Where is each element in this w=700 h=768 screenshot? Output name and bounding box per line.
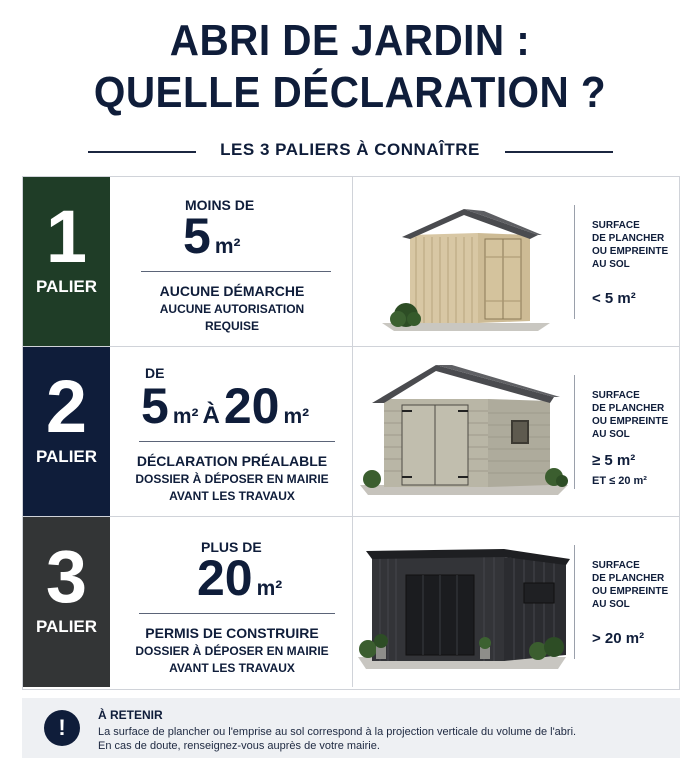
page-title-line1: ABRI DE JARDIN :: [169, 16, 531, 65]
threshold-prefix: MOINS DE: [185, 197, 255, 213]
palier-number: 3: [45, 535, 88, 618]
threshold-unit: m²: [172, 405, 199, 428]
surface-value: ≥ 5 m²: [592, 452, 636, 469]
note-line-2: En cas de doute, renseignez-vous auprès de votre mairie.: [98, 740, 380, 752]
palier-label: PALIER: [35, 277, 98, 296]
note-line-1: La surface de plancher ou l'emprise au sol correspond à la projection verticale du volume de l'abri.: [98, 726, 577, 738]
threshold-value: [197, 549, 282, 607]
surface-column-1: [574, 177, 679, 346]
side-divider: [574, 375, 575, 489]
shed-image-small: [354, 177, 574, 346]
palier-badge-2: [23, 347, 110, 516]
surface-label: [592, 559, 677, 611]
surface-value-2: [592, 469, 647, 491]
threshold-number: 20: [197, 550, 253, 606]
surface-value: > 20 m²: [592, 630, 645, 647]
info-divider: [139, 441, 335, 442]
surface-column-2: [574, 347, 679, 516]
palier-row-2: [23, 347, 679, 517]
procedure-desc-2: AVANT LES TRAVAUX: [169, 661, 295, 675]
threshold-range: [141, 377, 309, 435]
surface-label-line: DE PLANCHER: [592, 233, 665, 244]
info-divider: [139, 613, 335, 614]
procedure-desc-2: REQUISE: [204, 319, 259, 333]
threshold-value: [183, 207, 240, 265]
surface-label-line: AU SOL: [592, 259, 630, 270]
threshold-number: 5: [141, 378, 169, 434]
surface-label-line: SURFACE: [592, 390, 640, 401]
surface-label-line: OU EMPREINTE: [592, 586, 669, 597]
surface-label-line: SURFACE: [592, 560, 640, 571]
page-title-line2: QUELLE DÉCLARATION ?: [93, 68, 607, 117]
procedure-heading: AUCUNE DÉMARCHE: [159, 283, 305, 299]
threshold-unit-2: m²: [283, 405, 310, 428]
surface-label-line: DE PLANCHER: [592, 573, 665, 584]
palier-row-1: [23, 177, 679, 347]
palier-info-1: [111, 177, 353, 346]
surface-label-line: DE PLANCHER: [592, 403, 665, 414]
side-divider: [574, 205, 575, 319]
surface-label-line: SURFACE: [592, 220, 640, 231]
palier-badge-1: [23, 177, 110, 346]
threshold-unit: m²: [214, 235, 241, 258]
range-joiner: À: [202, 402, 220, 429]
info-note: [22, 698, 680, 758]
note-title: À RETENIR: [98, 708, 163, 722]
procedure-desc-2: AVANT LES TRAVAUX: [169, 489, 295, 503]
threshold-number: 5: [183, 208, 211, 264]
palier-label: PALIER: [35, 447, 98, 466]
exclamation-icon: !: [44, 710, 80, 746]
procedure-desc-1: AUCUNE AUTORISATION: [159, 302, 305, 316]
palier-info-2: [111, 347, 353, 516]
threshold-prefix: PLUS DE: [201, 539, 262, 555]
palier-info-3: [111, 517, 353, 687]
shed-image-large: [354, 517, 574, 687]
info-divider: [141, 271, 331, 272]
surface-label-line: OU EMPREINTE: [592, 246, 669, 257]
palier-label: PALIER: [35, 617, 98, 636]
surface-label-line: OU EMPREINTE: [592, 416, 669, 427]
surface-label: [592, 389, 677, 441]
surface-value: < 5 m²: [592, 290, 636, 307]
threshold-unit: m²: [256, 577, 283, 600]
palier-number: 2: [45, 365, 88, 448]
threshold-number-2: 20: [223, 378, 280, 434]
palier-row-3: [23, 517, 679, 687]
surface-label: [592, 219, 677, 271]
procedure-heading: PERMIS DE CONSTRUIRE: [145, 625, 319, 641]
shed-image-medium: [354, 347, 574, 516]
side-divider: [574, 545, 575, 659]
surface-label-line: AU SOL: [592, 429, 630, 440]
divider-right: [505, 151, 613, 153]
surface-label-line: AU SOL: [592, 599, 630, 610]
procedure-heading: DÉCLARATION PRÉALABLE: [136, 453, 328, 469]
palier-number: 1: [45, 195, 88, 278]
palier-badge-3: [23, 517, 110, 687]
paliers-table: [22, 176, 680, 690]
procedure-desc-1: DOSSIER À DÉPOSER EN MAIRIE: [135, 472, 329, 486]
surface-value-2-text: ET ≤ 20 m²: [592, 475, 647, 487]
surface-column-3: [574, 517, 679, 687]
page-subtitle: LES 3 PALIERS À CONNAÎTRE: [220, 140, 480, 159]
subtitle-row: [0, 138, 700, 164]
procedure-desc-1: DOSSIER À DÉPOSER EN MAIRIE: [135, 644, 329, 658]
threshold-prefix: DE: [145, 365, 165, 381]
